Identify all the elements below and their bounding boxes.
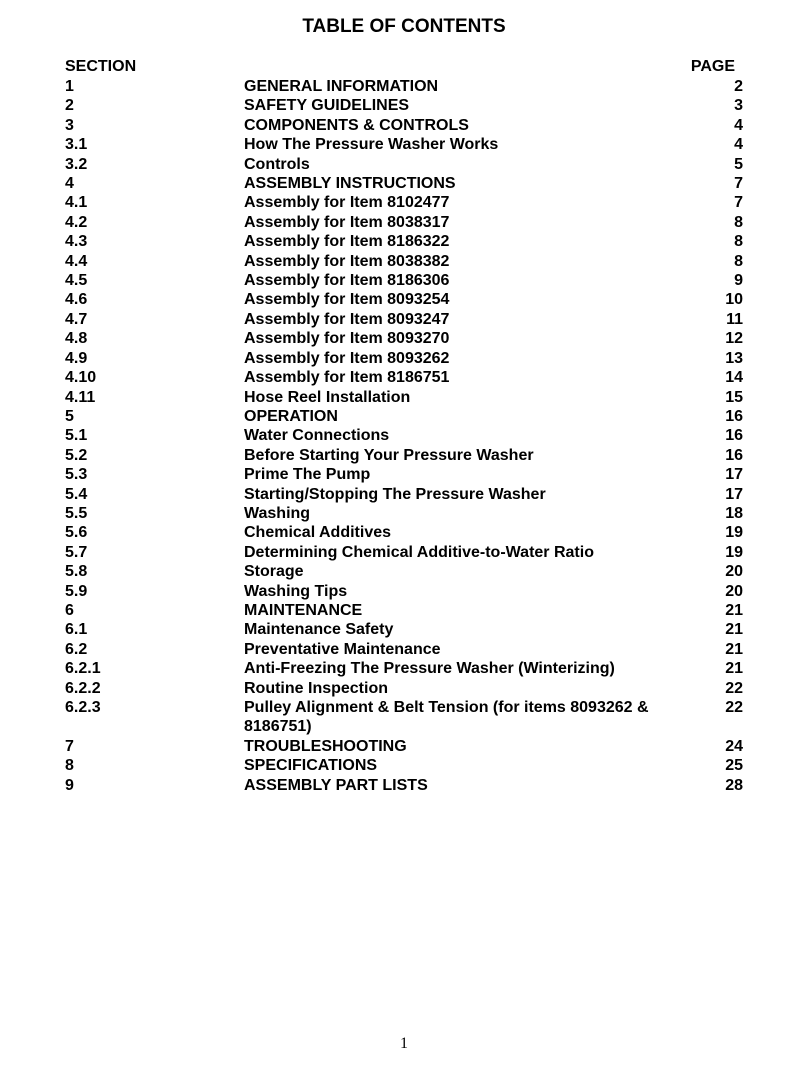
toc-section-number: 5 <box>65 407 74 425</box>
toc-section-number: 4.8 <box>65 330 88 348</box>
toc-page-number: 16 <box>725 427 743 445</box>
toc-section-number: 4.3 <box>65 233 88 251</box>
toc-page-number: 8 <box>734 233 743 251</box>
toc-row <box>65 582 743 601</box>
toc-section-title: Hose Reel Installation <box>244 388 411 406</box>
toc-page-number: 8 <box>734 213 743 231</box>
toc-section-number: 6.1 <box>65 621 88 639</box>
toc-row <box>65 174 743 193</box>
toc-section-number: 6.2 <box>65 640 88 658</box>
toc-section-title: Assembly for Item 8093254 <box>244 291 450 309</box>
toc-section-title: Assembly for Item 8038382 <box>244 252 450 270</box>
page-number: 1 <box>400 1035 408 1052</box>
table-of-contents <box>65 77 743 795</box>
toc-page-number: 21 <box>725 601 743 619</box>
toc-section-number: 5.3 <box>65 466 88 484</box>
toc-row <box>65 698 743 737</box>
toc-row <box>65 601 743 620</box>
toc-page-number: 9 <box>734 272 743 290</box>
toc-row <box>65 388 743 407</box>
toc-section-number: 3.1 <box>65 136 88 154</box>
toc-section-number: 5.8 <box>65 563 88 581</box>
toc-page-number: 22 <box>725 699 743 716</box>
toc-row <box>65 523 743 542</box>
toc-section-title: GENERAL INFORMATION <box>244 78 439 95</box>
toc-section-title: Controls <box>244 155 310 173</box>
toc-row <box>65 504 743 523</box>
toc-section-number: 5.4 <box>65 485 88 503</box>
toc-section-title: Maintenance Safety <box>244 621 394 639</box>
toc-row <box>65 426 743 445</box>
toc-page-number: 20 <box>725 582 743 600</box>
toc-page-number: 15 <box>725 388 743 406</box>
toc-row <box>65 213 743 232</box>
toc-row <box>65 290 743 309</box>
toc-page-number: 3 <box>734 97 743 115</box>
toc-section-title: Assembly for Item 8186751 <box>244 369 450 387</box>
toc-section-title: Anti-Freezing The Pressure Washer (Winterizing) <box>244 660 615 678</box>
toc-page-number: 20 <box>725 563 743 581</box>
toc-section-title: Assembly for Item 8093270 <box>244 330 450 348</box>
toc-page-number: 17 <box>725 485 743 503</box>
toc-section-number: 4.4 <box>65 252 88 270</box>
toc-section-title: OPERATION <box>244 407 338 425</box>
toc-section-title: Assembly for Item 8102477 <box>244 194 450 212</box>
toc-row <box>65 77 743 96</box>
section-column-header: SECTION <box>65 58 137 75</box>
toc-page-number: 7 <box>734 194 743 212</box>
toc-page-number: 22 <box>725 679 743 697</box>
toc-row <box>65 329 743 348</box>
page-title: TABLE OF CONTENTS <box>302 16 506 37</box>
toc-page-number: 21 <box>725 621 743 639</box>
toc-section-number: 2 <box>65 97 74 115</box>
toc-section-number: 8 <box>65 757 74 775</box>
toc-section-number: 5.9 <box>65 582 88 600</box>
toc-page-number: 2 <box>734 78 743 95</box>
toc-section-title: How The Pressure Washer Works <box>244 136 499 154</box>
toc-page-number: 8 <box>734 252 743 270</box>
toc-page-number: 11 <box>726 310 743 328</box>
toc-row <box>65 776 743 795</box>
toc-section-title: Assembly for Item 8186306 <box>244 272 450 290</box>
toc-row <box>65 446 743 465</box>
toc-page-number: 19 <box>725 524 743 542</box>
toc-page-number: 13 <box>725 349 743 367</box>
toc-section-title: Water Connections <box>244 427 390 445</box>
toc-section-number: 7 <box>65 737 74 755</box>
toc-section-number: 4.11 <box>65 388 96 406</box>
toc-section-number: 5.6 <box>65 524 88 542</box>
toc-row <box>65 407 743 426</box>
toc-row <box>65 620 743 639</box>
toc-section-title: Routine Inspection <box>244 679 388 697</box>
toc-section-title: Prime The Pump <box>244 466 371 484</box>
toc-section-number: 4.1 <box>65 194 88 212</box>
toc-page-number: 7 <box>734 175 743 193</box>
toc-page-number: 19 <box>725 543 743 561</box>
toc-section-title: Before Starting Your Pressure Washer <box>244 446 534 464</box>
toc-section-number: 4.9 <box>65 349 88 367</box>
toc-section-number: 3 <box>65 116 74 134</box>
toc-section-number: 4.6 <box>65 291 88 309</box>
toc-section-title: Storage <box>244 563 304 581</box>
toc-section-number: 4.7 <box>65 310 88 328</box>
toc-page-number: 4 <box>734 136 743 154</box>
toc-page-number: 4 <box>734 116 743 134</box>
toc-section-number: 5.7 <box>65 543 88 561</box>
toc-section-title: MAINTENANCE <box>244 601 363 619</box>
toc-page-number: 21 <box>725 640 743 658</box>
toc-section-number: 1 <box>65 78 74 95</box>
toc-row <box>65 737 743 756</box>
toc-section-title: Determining Chemical Additive-to-Water Ratio <box>244 543 594 561</box>
toc-section-title: Preventative Maintenance <box>244 640 441 658</box>
toc-section-title: TROUBLESHOOTING <box>244 737 407 755</box>
toc-row <box>65 368 743 387</box>
toc-page-number: 28 <box>725 776 743 794</box>
toc-page-number: 5 <box>734 155 743 173</box>
toc-row <box>65 252 743 271</box>
toc-row <box>65 116 743 135</box>
toc-section-number: 6.2.3 <box>65 699 101 716</box>
toc-section-title: Starting/Stopping The Pressure Washer <box>244 485 546 503</box>
toc-row <box>65 562 743 581</box>
toc-row <box>65 679 743 698</box>
toc-page-number: 10 <box>725 291 743 309</box>
toc-section-number: 6.2.1 <box>65 660 101 678</box>
toc-section-title: Assembly for Item 8093262 <box>244 349 450 367</box>
toc-row <box>65 96 743 115</box>
toc-section-title: Pulley Alignment & Belt Tension (for items 8093262 & 8186751) <box>244 699 649 736</box>
toc-row <box>65 310 743 329</box>
toc-row <box>65 756 743 775</box>
toc-row <box>65 465 743 484</box>
toc-row <box>65 271 743 290</box>
toc-section-number: 5.1 <box>65 427 88 445</box>
toc-section-title: SPECIFICATIONS <box>244 757 378 775</box>
toc-page-number: 14 <box>725 369 743 387</box>
toc-row <box>65 155 743 174</box>
toc-header-row <box>65 57 735 77</box>
toc-page-number: 17 <box>725 466 743 484</box>
toc-row <box>65 485 743 504</box>
toc-row <box>65 232 743 251</box>
toc-row <box>65 193 743 212</box>
toc-section-number: 4.5 <box>65 272 88 290</box>
toc-row <box>65 349 743 368</box>
toc-section-title: ASSEMBLY INSTRUCTIONS <box>244 175 456 193</box>
toc-section-title: Assembly for Item 8038317 <box>244 213 450 231</box>
toc-row <box>65 659 743 678</box>
toc-page-number: 16 <box>725 407 743 425</box>
toc-section-title: Washing Tips <box>244 582 348 600</box>
toc-section-title: ASSEMBLY PART LISTS <box>244 776 428 794</box>
toc-page-number: 16 <box>725 446 743 464</box>
toc-row <box>65 543 743 562</box>
toc-section-number: 4.10 <box>65 369 97 387</box>
toc-section-number: 9 <box>65 776 74 794</box>
toc-section-number: 6 <box>65 601 74 619</box>
toc-section-number: 4.2 <box>65 213 88 231</box>
toc-section-title: Washing <box>244 504 311 522</box>
toc-section-title: Assembly for Item 8093247 <box>244 310 450 328</box>
toc-section-number: 3.2 <box>65 155 88 173</box>
toc-page-number: 21 <box>725 660 743 678</box>
toc-page-number: 12 <box>725 330 743 348</box>
toc-row <box>65 135 743 154</box>
toc-section-number: 5.5 <box>65 504 88 522</box>
page-column-header: PAGE <box>690 58 735 75</box>
toc-page-number: 25 <box>725 757 743 775</box>
toc-page-number: 24 <box>725 737 743 755</box>
toc-section-title: SAFETY GUIDELINES <box>244 97 410 115</box>
toc-section-number: 4 <box>65 175 74 193</box>
toc-row <box>65 640 743 659</box>
toc-section-number: 5.2 <box>65 446 88 464</box>
toc-page-number: 18 <box>725 504 743 522</box>
toc-section-title: Chemical Additives <box>244 524 392 542</box>
toc-section-title: COMPONENTS & CONTROLS <box>244 116 469 134</box>
toc-section-title: Assembly for Item 8186322 <box>244 233 450 251</box>
toc-section-number: 6.2.2 <box>65 679 101 697</box>
